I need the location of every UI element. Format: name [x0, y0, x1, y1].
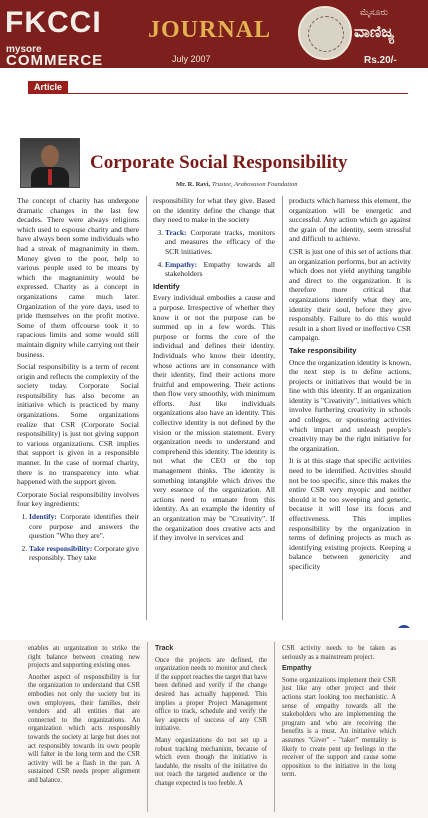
author-photo	[20, 138, 80, 188]
section-heading: Identify	[153, 281, 180, 291]
paragraph: The concept of charity has undergone dramatic changes in the last few decades. There were always religions which used to espouse charity and there have always been some individuals who had a streak of magnanimity in them. Money given to the poor, help to various people used to be means by which the magnanimity would be expressed. Charity as a concept in organizations came much later. Organization of the yore days, used to pride themselves on the profit motive. Some of them offcourse took it to rapacious limits and some would still maintain dignity while carrying out their business.	[17, 196, 139, 359]
section-tab: Article	[28, 81, 68, 94]
section-heading: Take responsibility	[289, 345, 357, 355]
paragraph: enables an organization to strike the right balance between creating new projects and supporting existing ones.	[28, 645, 140, 670]
paragraph: CSR activity needs to be taken as seriously as a mainstream project.	[282, 645, 396, 661]
ingredients-list	[153, 228, 275, 279]
journal-page-bottom	[0, 640, 428, 818]
kannada-title: ವಾಣಿಜ್ಯ	[354, 22, 395, 41]
masthead	[0, 0, 428, 68]
list-item	[29, 544, 139, 563]
page2-column-1	[28, 645, 140, 789]
emblem-logo-icon	[298, 6, 352, 60]
kannada-subtitle: ಮೈಸೂರು	[360, 8, 388, 18]
article-column-2	[153, 196, 275, 546]
paragraph: Once the projects are defined, the organization needs to monitor and check if the support reaches the target that have been defined and verify if the change desired has actually happened. This implies a proper Project Management office to track, schedule and verify the key aspects of success of any CSR initiative.	[155, 656, 267, 733]
list-item-text: Corporate tracks, monitors and measures the efficacy of the SCR initiatives.	[165, 227, 275, 256]
list-item	[29, 512, 139, 541]
author-role: Trustee, Arabovason Foundation	[211, 181, 298, 188]
paragraph: products which harness this element, the organization will be energetic and successful. Any action which go against the grain of the identity, seem stressful and difficult to achieve.	[289, 196, 411, 244]
paragraph: Another aspect of responsibility is for the organization to understand that CSR embodies not only the society but its own employees, their families, their vendors and all entities that are connected to the organizations. An organization which acts responsibly towards the society at large but does not act responsibly towards its own people will falter in the long term and the CSR activity will be a flash in the pan. A sustained CSR needs proper alignment and balance.	[28, 673, 140, 784]
masthead-mysore: mysore	[6, 44, 42, 55]
paragraph: Social responsibility is a term of recent origin and reflects the complexity of the society today. Corporate Social responsibility has also become an initiative which is practiced by many organizations. Some organizations realize that CSR (Corporate Social responsibility) is just not giving support to various organizations. CSR implies that support is given in a responsible manner. In the case of normal charity, there is no transparency into what happened with the support given.	[17, 362, 139, 487]
paragraph: Every individual embodies a cause and a purpose. Irrespective of whether they know it or not the purpose can be summed up in a few words. This purpose or forms the core of the individual and defines their identity. Individuals who know their identity, whose actions are in consonance with their identity, find their actions more fruitful and empowering. Their actions then flow very smoothly, with minimum efforts. Just like individuals organizations also have an identity. This collective identity is not defined by the vision or the mission statement. Every organization needs to understand and comprehend this identity. The identity is not what the CEO or the top management thinks. The identity is something intangible which drives the very essence of the organization. All actions need to emanate from this identity. As an example the identity of an organization may be "Creativity". If the organization does creative acts and if they involve in services and	[153, 293, 275, 543]
list-item	[165, 260, 275, 279]
list-item-label: Identify:	[29, 512, 57, 521]
page2-column-3	[282, 645, 396, 783]
paragraph: Corporate Social responsibility involves four key ingredients:	[17, 489, 139, 509]
list-item-label: Track:	[165, 227, 187, 237]
page2-column-2	[155, 645, 267, 792]
article-title: Corporate Social Responsibility	[90, 152, 348, 173]
column-rule	[282, 196, 283, 620]
masthead-journal: JOURNAL	[148, 17, 272, 43]
masthead-title: FKCCI	[5, 6, 102, 39]
masthead-commerce: COMMERCE	[6, 52, 104, 69]
list-item	[165, 228, 275, 257]
article-column-1	[17, 196, 139, 566]
column-rule	[274, 642, 275, 812]
article-column-3	[289, 196, 411, 575]
section-heading: Track	[155, 645, 174, 652]
section-divider	[68, 93, 408, 94]
page-gap	[0, 628, 428, 640]
paragraph: Some organizations implement their CSR just like any other project and their actions start looking too mechanistic. A sense of empathy towards all the stakeholders who are implementing the program and who are receiving the benefits is a must. An initiative which assumes "Giver" - "taker" mentality is likely to create pent up feelings in the receiver of the support and cause some opposition to the initiative in the long term.	[282, 676, 396, 779]
ingredients-list	[17, 512, 139, 563]
list-item-text: Empathy towards all stakeholders	[165, 259, 275, 279]
paragraph: Many organizations do not set up a robust tracking mechanism, because of which even though the initiative is laudable, the results of the initiative do not reach the targeted audience or the change expected is too feeble. A	[155, 736, 267, 787]
list-item-text: Corporate give responsibly. They take	[29, 543, 139, 563]
list-item-text: Corporate identifies their core purpose and answers the question "Who they are".	[29, 512, 139, 541]
paragraph: Once the organization identity is known, the next step is to define actions, projects or initiatives that would be in line with this identity. If an organization identity is "Creativity", initiatives which involve furthering creativity in schools and colleges, or sponsoring activities which impart and unleash people's creativity may be the right initiative for the organization.	[289, 357, 411, 453]
section-heading: Empathy	[282, 665, 312, 673]
list-item-label: Take responsibility:	[29, 543, 93, 553]
issue-date: July 2007	[172, 54, 211, 64]
paragraph: responsibility for what they give. Based on the identity define the change that they need to make in the society	[153, 196, 275, 225]
byline	[176, 181, 298, 188]
column-rule	[146, 196, 147, 620]
column-rule	[147, 642, 148, 812]
list-item-label: Empathy:	[165, 259, 198, 269]
paragraph: It is at this stage that specific activities need to be identified. Activities should not be too specific, since this makes the entire CSR very myopic and neither should it be too sweeping and generic, because it will lose its focus and effectiveness. This implies responsibility by the organization in terms of defining projects as much as identifying existing projects. Keeping a balance between genericity and specificity	[289, 456, 411, 571]
issue-price: Rs.20/-	[364, 55, 397, 66]
paragraph: CSR is just one of this set of actions that an organization performs, but an activity which does not yield anything tangible and direct to the organization. It is therefore more critical that organizations identify what they are, identity their soul, before they give responsibly. Failure to do this would result in a short lived or ineffective CSR campaign.	[289, 246, 411, 343]
author-name: Mr. R. Ravi,	[176, 181, 211, 188]
